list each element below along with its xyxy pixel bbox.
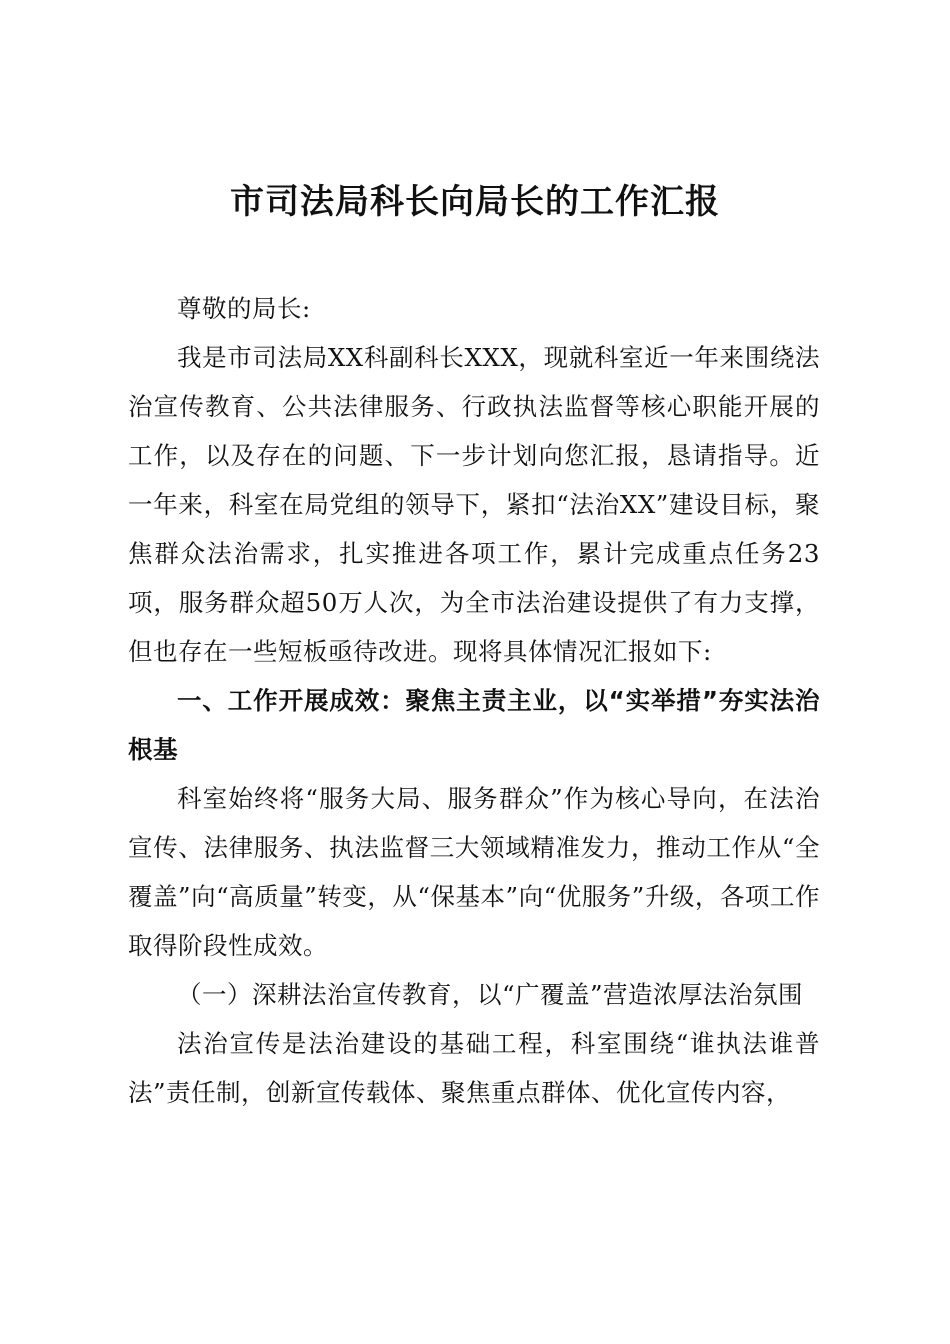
subsection-1-text: 法治宣传是法治建设的基础工程，科室围绕“谁执法谁普法”责任制，创新宣传载体、聚焦重点群体、优化宣传内容， xyxy=(128,1029,820,1107)
document-body xyxy=(128,284,820,1117)
intro-paragraph: 我是市司法局XX科副科长XXX，现就科室近一年来围绕法治宣传教育、公共法律服务、行政执法监督等核心职能开展的工作，以及存在的问题、下一步计划向您汇报，恳请指导。近一年来，科室在局党组的领导下，紧扣“法治XX”建设目标，聚焦群众法治需求，扎实推进各项工作，累计完成重点任务23项，服务群众超50万人次，为全市法治建设提供了有力支撑，但也存在一些短板亟待改进。现将具体情况汇报如下: xyxy=(128,343,820,666)
salutation: 尊敬的局长: xyxy=(177,294,311,323)
subsection-1-heading: （一）深耕法治宣传教育，以“广覆盖”营造浓厚法治氛围 xyxy=(177,980,804,1009)
document-title: 市司法局科长向局长的工作汇报 xyxy=(230,182,720,222)
section-1-intro: 科室始终将“服务大局、服务群众”作为核心导向，在法治宣传、法律服务、执法监督三大领域精准发力，推动工作从“全覆盖”向“高质量”转变，从“保基本”向“优服务”升级，各项工作取得阶段性成效。 xyxy=(128,784,820,960)
section-1-heading: 一、工作开展成效：聚焦主责主业，以“实举措”夯实法治根基 xyxy=(128,686,820,764)
